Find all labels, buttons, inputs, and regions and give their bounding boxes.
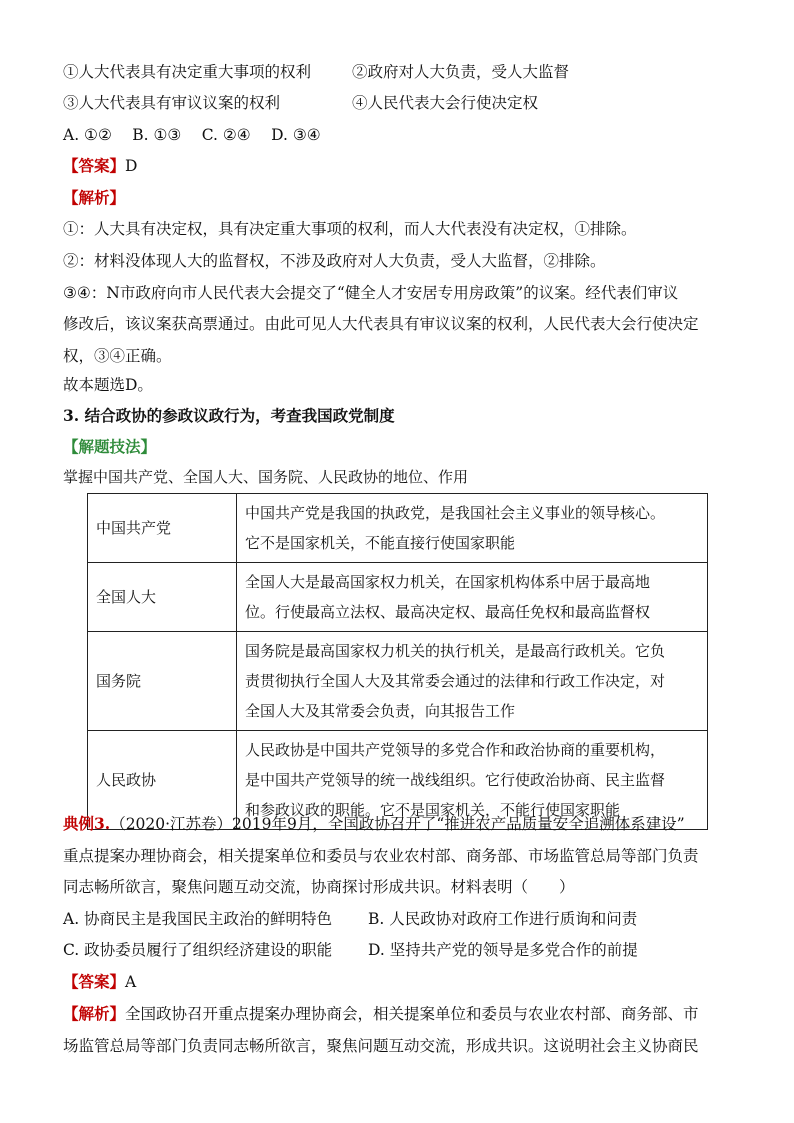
desc-line: 它不是国家机关，不能直接行使国家职能 [245, 534, 516, 552]
analysis-1-p4: 故本题选D。 [63, 376, 153, 394]
section-3-intro: 掌握中国共产党、全国人大、国务院、人民政协的地位、作用 [63, 468, 469, 486]
desc-line: 人民政协是中国共产党领导的多党合作和政治协商的重要机构， [245, 741, 666, 759]
desc-line: 国务院是最高国家权力机关的执行机关，是最高行政机关。它负 [245, 642, 666, 660]
option-1: ①人大代表具有决定重大事项的权利 [63, 63, 312, 81]
desc-line: 和参政议政的职能。它不是国家机关，不能行使国家职能 [245, 801, 621, 819]
desc-line: 中国共产党是我国的执政党，是我国社会主义事业的领导核心。 [245, 504, 666, 522]
option-row-1 [63, 61, 569, 83]
table-cell-desc [237, 494, 708, 563]
example-text: （2020·江苏卷）2019年9月，全国政协召开了“推进农产品质量安全追溯体系建设” [110, 815, 685, 833]
answer-tag: 【答案】 [63, 972, 126, 991]
analysis-1-p1: ①：人大具有决定权，具有决定重大事项的权利，而人大代表没有决定权，①排除。 [63, 220, 637, 238]
answer-value: A [125, 973, 137, 991]
analysis-tag: 【解析】 [63, 1004, 126, 1023]
table-cell-desc [237, 563, 708, 632]
example-3-line-1 [63, 813, 685, 835]
example-tag: 典例3. [63, 814, 111, 833]
option-3: ③人大代表具有审议议案的权利 [63, 94, 281, 112]
analysis-1-p3c: 权，③④正确。 [63, 347, 172, 365]
option-2: ②政府对人大负责，受人大监督 [352, 63, 570, 81]
analysis-2-line-1 [63, 1003, 699, 1025]
knowledge-table [87, 493, 708, 830]
analysis-tag-1 [63, 187, 125, 209]
desc-line: 全国人大及其常委会负责，向其报告工作 [245, 702, 516, 720]
skill-tag: 【解题技法】 [63, 437, 157, 456]
table-row [88, 632, 708, 731]
table-cell-name: 国务院 [88, 632, 237, 731]
answer-2 [63, 971, 136, 993]
section-3-title: 3. 结合政协的参政议政行为，考查我国政党制度 [63, 406, 395, 425]
table-row [88, 494, 708, 563]
table-cell-name: 人民政协 [88, 731, 237, 830]
analysis-1-p2: ②：材料没体现人大的监督权，不涉及政府对人大负责，受人大监督，②排除。 [63, 252, 606, 270]
example-3-line-2: 重点提案办理协商会，相关提案单位和委员与农业农村部、商务部、市场监管总局等部门负责 [63, 847, 699, 865]
analysis-1-p3b: 修改后，该议案获高票通过。由此可见人大代表具有审议议案的权利，人民代表大会行使决定 [63, 315, 699, 333]
analysis-1-p3a: ③④：N市政府向市人民代表大会提交了“健全人才安居专用房政策”的议案。经代表们审议 [63, 284, 679, 302]
option-row-2 [63, 92, 538, 114]
table-row [88, 563, 708, 632]
desc-line: 是中国共产党领导的统一战线组织。它行使政治协商、民主监督 [245, 771, 666, 789]
table-cell-name: 中国共产党 [88, 494, 237, 563]
analysis-text: 全国政协召开重点提案办理协商会，相关提案单位和委员与农业农村部、商务部、市 [125, 1005, 699, 1023]
answer-tag: 【答案】 [63, 156, 126, 175]
table-cell-desc [237, 632, 708, 731]
option-a: A. 协商民主是我国民主政治的鲜明特色 [63, 910, 333, 928]
example-3-line-3: 同志畅所欲言，聚焦问题互动交流，协商探讨形成共识。材料表明（ ） [63, 878, 575, 896]
option-c: C. 政协委员履行了组织经济建设的职能 [63, 941, 333, 959]
example-options-row-2 [63, 939, 638, 961]
option-d: D. 坚持共产党的领导是多党合作的前提 [368, 941, 638, 959]
option-4: ④人民代表大会行使决定权 [352, 94, 539, 112]
analysis-tag: 【解析】 [63, 188, 126, 207]
desc-line: 位。行使最高立法权、最高决定权、最高任免权和最高监督权 [245, 603, 651, 621]
desc-line: 责贯彻执行全国人大及其常委会通过的法律和行政工作决定，对 [245, 672, 666, 690]
table-cell-name: 全国人大 [88, 563, 237, 632]
answer-1 [63, 155, 137, 177]
analysis-2-line-2: 场监管总局等部门负责同志畅所欲言，聚焦问题互动交流，形成共识。这说明社会主义协商民 [63, 1037, 699, 1055]
example-options-row-1 [63, 908, 637, 930]
choice-options: A. ①② B. ①③ C. ②④ D. ③④ [63, 126, 321, 144]
option-b: B. 人民政协对政府工作进行质询和问责 [368, 910, 638, 928]
desc-line: 全国人大是最高国家权力机关，在国家机构体系中居于最高地 [245, 573, 651, 591]
answer-value: D [125, 157, 138, 175]
